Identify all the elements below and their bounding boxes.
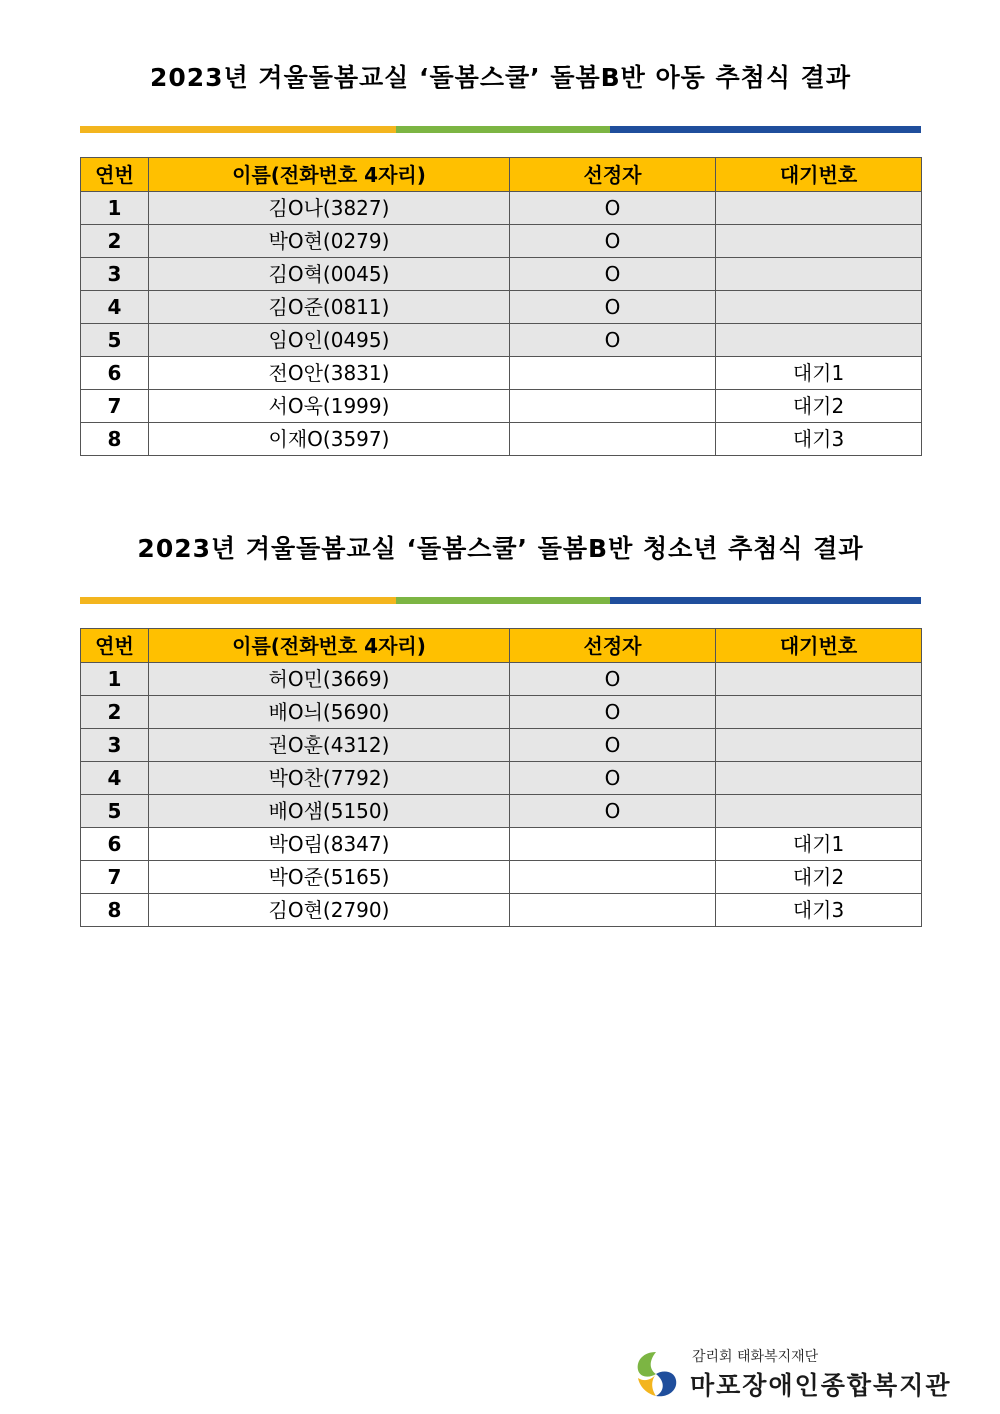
row-number: 6 (81, 828, 149, 861)
table-row (81, 828, 922, 861)
col-header-wait: 대기번호 (716, 158, 922, 192)
table-row (81, 696, 922, 729)
row-wait: 대기3 (716, 894, 922, 927)
row-number: 1 (81, 192, 149, 225)
row-wait (716, 291, 922, 324)
divider-yellow (80, 597, 396, 604)
col-header-wait: 대기번호 (716, 629, 922, 663)
row-number: 3 (81, 729, 149, 762)
table-row (81, 729, 922, 762)
org-main-name: 마포장애인종합복지관 (690, 1371, 952, 1400)
table-row (81, 357, 922, 390)
row-name: 박O준(5165) (149, 861, 510, 894)
org-sub-name: 감리회 태화복지재단 (692, 1349, 819, 1365)
row-number: 5 (81, 795, 149, 828)
section-youth (80, 529, 921, 927)
row-selected (510, 828, 716, 861)
col-header-name: 이름(전화번호 4자리) (149, 158, 510, 192)
row-selected (510, 894, 716, 927)
row-selected: O (510, 192, 716, 225)
table-row (81, 258, 922, 291)
row-number: 2 (81, 225, 149, 258)
row-number: 1 (81, 663, 149, 696)
row-selected: O (510, 291, 716, 324)
col-header-selected: 선정자 (510, 629, 716, 663)
table-row (81, 390, 922, 423)
table-row (81, 225, 922, 258)
row-selected: O (510, 324, 716, 357)
color-divider (80, 126, 921, 133)
row-selected: O (510, 225, 716, 258)
org-logo (630, 1346, 960, 1402)
row-wait: 대기3 (716, 423, 922, 456)
row-name: 허O민(3669) (149, 663, 510, 696)
row-wait: 대기1 (716, 357, 922, 390)
divider-green (396, 597, 610, 604)
table-row (81, 192, 922, 225)
row-wait (716, 258, 922, 291)
col-header-name: 이름(전화번호 4자리) (149, 629, 510, 663)
row-wait: 대기1 (716, 828, 922, 861)
row-wait (716, 663, 922, 696)
row-name: 김O혁(0045) (149, 258, 510, 291)
col-header-number: 연번 (81, 158, 149, 192)
row-wait (716, 225, 922, 258)
table-header-row (81, 158, 922, 192)
row-number: 6 (81, 357, 149, 390)
row-selected (510, 357, 716, 390)
color-divider (80, 597, 921, 604)
row-wait (716, 762, 922, 795)
row-number: 2 (81, 696, 149, 729)
divider-blue (610, 597, 921, 604)
row-number: 8 (81, 894, 149, 927)
divider-blue (610, 126, 921, 133)
row-wait (716, 696, 922, 729)
table-row (81, 423, 922, 456)
row-number: 7 (81, 861, 149, 894)
table-row (81, 894, 922, 927)
col-header-selected: 선정자 (510, 158, 716, 192)
row-name: 김O준(0811) (149, 291, 510, 324)
row-name: 박O현(0279) (149, 225, 510, 258)
table-row (81, 762, 922, 795)
row-wait (716, 729, 922, 762)
section-title: 2023년 겨울돌봄교실 ‘돌봄스쿨’ 돌봄B반 청소년 추첨식 결과 (137, 534, 864, 563)
table-row (81, 324, 922, 357)
row-number: 5 (81, 324, 149, 357)
table-row (81, 795, 922, 828)
row-selected: O (510, 696, 716, 729)
row-selected (510, 861, 716, 894)
row-number: 8 (81, 423, 149, 456)
table-row (81, 291, 922, 324)
row-name: 서O욱(1999) (149, 390, 510, 423)
row-selected: O (510, 729, 716, 762)
row-name: 박O림(8347) (149, 828, 510, 861)
row-selected: O (510, 258, 716, 291)
row-wait: 대기2 (716, 861, 922, 894)
row-selected (510, 390, 716, 423)
row-selected: O (510, 762, 716, 795)
result-table (80, 157, 922, 456)
row-name: 이재O(3597) (149, 423, 510, 456)
row-wait (716, 324, 922, 357)
section-children (80, 58, 921, 456)
row-number: 7 (81, 390, 149, 423)
row-name: 권O훈(4312) (149, 729, 510, 762)
row-name: 임O인(0495) (149, 324, 510, 357)
row-number: 3 (81, 258, 149, 291)
divider-yellow (80, 126, 396, 133)
table-row (81, 663, 922, 696)
row-name: 박O찬(7792) (149, 762, 510, 795)
row-number: 4 (81, 762, 149, 795)
table-row (81, 861, 922, 894)
row-wait (716, 795, 922, 828)
row-selected (510, 423, 716, 456)
row-name: 배O늬(5690) (149, 696, 510, 729)
section-title: 2023년 겨울돌봄교실 ‘돌봄스쿨’ 돌봄B반 아동 추첨식 결과 (149, 63, 851, 92)
row-name: 김O나(3827) (149, 192, 510, 225)
swirl-logo-icon (630, 1348, 682, 1400)
row-number: 4 (81, 291, 149, 324)
row-name: 배O샘(5150) (149, 795, 510, 828)
row-name: 전O안(3831) (149, 357, 510, 390)
row-wait (716, 192, 922, 225)
col-header-number: 연번 (81, 629, 149, 663)
row-name: 김O현(2790) (149, 894, 510, 927)
row-selected: O (510, 795, 716, 828)
row-wait: 대기2 (716, 390, 922, 423)
divider-green (396, 126, 610, 133)
result-table (80, 628, 922, 927)
table-header-row (81, 629, 922, 663)
row-selected: O (510, 663, 716, 696)
